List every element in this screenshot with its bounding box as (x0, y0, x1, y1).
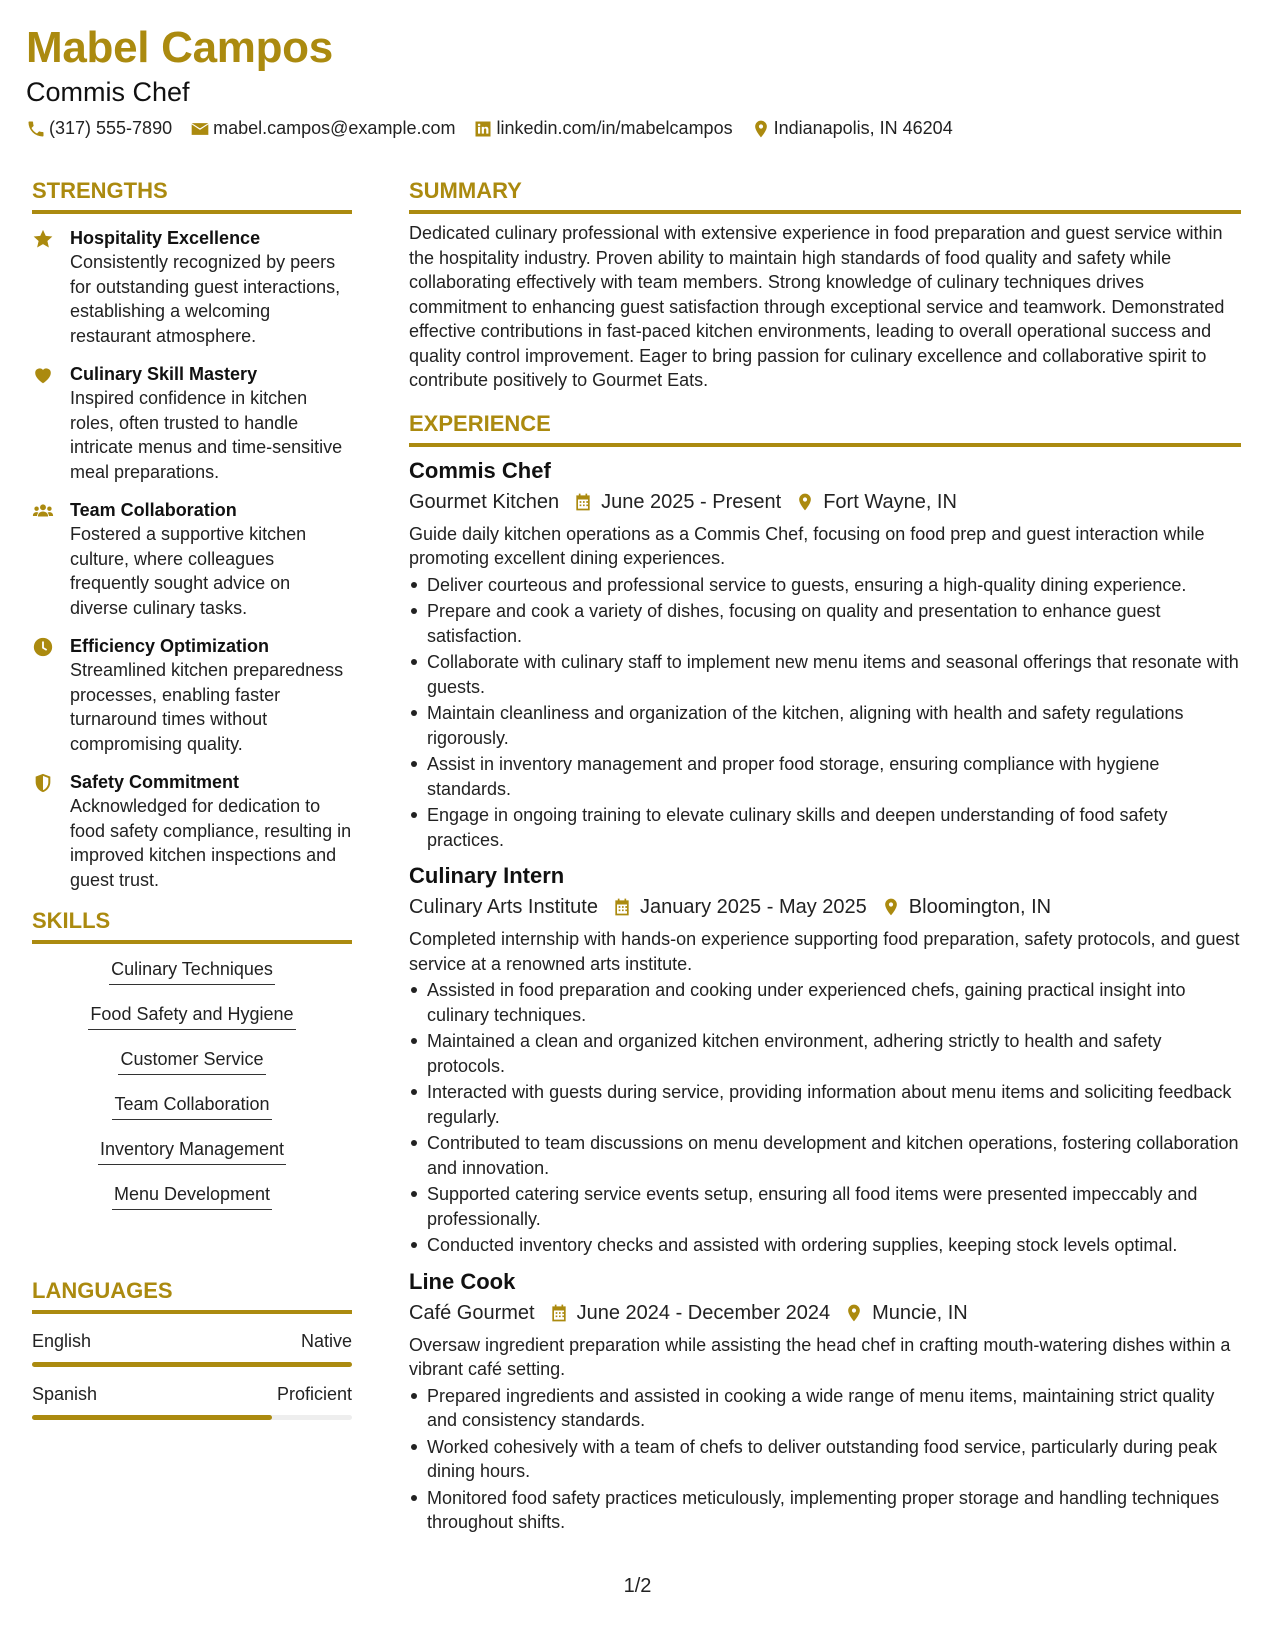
candidate-name: Mabel Campos (26, 23, 333, 72)
strength-description: Fostered a supportive kitchen culture, where colleagues frequently sought advice on diverse culinary tasks. (70, 524, 307, 618)
job-title: Line Cook (409, 1268, 516, 1294)
bullet-item: Worked cohesively with a team of chefs to deliver outstanding food service, particularly during peak dining hours. (409, 1435, 1241, 1484)
shield-icon (32, 772, 54, 794)
calendar-icon (549, 1303, 569, 1323)
skill-tag: Customer Service (118, 1046, 265, 1075)
job-location: Muncie, IN (872, 1301, 968, 1324)
job-bullets (409, 978, 1241, 1258)
job-location: Bloomington, IN (908, 896, 1052, 918)
bullet-item: Prepare and cook a variety of dishes, focusing on quality and presentation to enhance guest satisfaction. (409, 599, 1241, 648)
strength-title: Efficiency Optimization (70, 636, 270, 656)
company-name: Café Gourmet (409, 1301, 535, 1324)
skill-tag: Inventory Management (98, 1136, 286, 1165)
map-pin-icon (844, 1303, 864, 1323)
strength-description: Streamlined kitchen preparedness processes, enabling faster turnaround times without compromising quality. (70, 660, 344, 754)
contact-email[interactable] (190, 118, 455, 139)
bullet-item: Supported catering service events setup, ensuring all food items were presented impeccably and professionally. (409, 1182, 1241, 1231)
skill-tag: Team Collaboration (112, 1091, 271, 1120)
language-level: Proficient (276, 1384, 352, 1404)
company-name: Gourmet Kitchen (409, 490, 560, 513)
skill-tag: Food Safety and Hygiene (88, 1001, 295, 1030)
skill-tag: Culinary Techniques (109, 956, 275, 985)
languages-section (32, 1276, 352, 1420)
skills-section (32, 906, 352, 1226)
job-entry (409, 1268, 1241, 1535)
bullet-item: Interacted with guests during service, providing information about menu items and soliciting feedback regularly. (409, 1080, 1241, 1129)
bullet-item: Contributed to team discussions on menu development and kitchen operations, fostering collaboration and innovation. (409, 1131, 1241, 1180)
bullet-item: Maintain cleanliness and organization of the kitchen, aligning with health and safety regulations rigorously. (409, 701, 1241, 750)
contact-linkedin[interactable] (473, 118, 732, 139)
contact-bar (26, 118, 1246, 139)
map-pin-icon (751, 119, 771, 139)
languages-heading: LANGUAGES (32, 1278, 173, 1303)
strength-item (32, 362, 352, 484)
section-divider (32, 940, 352, 944)
star-icon (32, 228, 54, 250)
bullet-item: Maintained a clean and organized kitchen environment, adhering strictly to health and safety protocols. (409, 1029, 1241, 1078)
bullet-item: Engage in ongoing training to elevate culinary skills and deepen understanding of food safety practices. (409, 803, 1241, 852)
contact-phone[interactable] (26, 118, 172, 139)
location-text: Indianapolis, IN 46204 (773, 118, 953, 138)
section-divider (32, 1310, 352, 1314)
bullet-item: Prepared ingredients and assisted in cooking a wide range of menu items, maintaining strict quality and consistency standards. (409, 1384, 1241, 1433)
section-divider (409, 210, 1241, 214)
job-description: Guide daily kitchen operations as a Commis Chef, focusing on food prep and guest interaction while promoting excellent dining experiences. (409, 523, 1205, 568)
job-title: Culinary Intern (409, 863, 565, 888)
strength-item (32, 226, 352, 348)
strength-item (32, 498, 352, 620)
candidate-title: Commis Chef (26, 77, 190, 107)
bullet-item: Monitored food safety practices meticulously, implementing proper storage and handling techniques throughout shifts. (409, 1486, 1241, 1535)
language-item (32, 1328, 352, 1367)
skills-heading: SKILLS (32, 908, 111, 933)
job-title: Commis Chef (409, 457, 551, 483)
strength-title: Team Collaboration (70, 500, 237, 520)
company-name: Culinary Arts Institute (409, 896, 598, 918)
bullet-item: Assisted in food preparation and cooking under experienced chefs, gaining practical insight into culinary techniques. (409, 978, 1241, 1027)
calendar-icon (612, 897, 632, 917)
bullet-item: Deliver courteous and professional service to guests, ensuring a high-quality dining experience. (409, 573, 1241, 598)
experience-heading: EXPERIENCE (409, 410, 551, 436)
summary-section (409, 176, 1241, 393)
page-number: 1/2 (623, 1575, 652, 1597)
heart-icon (32, 364, 54, 386)
email-text: mabel.campos@example.com (213, 118, 456, 138)
job-dates: January 2025 - May 2025 (639, 896, 867, 918)
strength-title: Safety Commitment (70, 772, 240, 792)
strength-description: Consistently recognized by peers for outstanding guest interactions, establishing a welcoming restaurant atmosphere. (70, 252, 341, 346)
strengths-heading: STRENGTHS (32, 178, 168, 203)
bullet-item: Assist in inventory management and proper food storage, ensuring compliance with hygiene standards. (409, 752, 1241, 801)
envelope-icon (190, 119, 210, 139)
contact-location (751, 118, 953, 139)
language-proficiency-fill (32, 1362, 352, 1367)
job-description: Oversaw ingredient preparation while assisting the head chef in crafting mouth-watering dishes within a vibrant café setting. (409, 1334, 1231, 1379)
strength-description: Acknowledged for dedication to food safety compliance, resulting in improved kitchen inspections and guest trust. (70, 796, 352, 890)
strengths-section (32, 176, 352, 892)
right-column (409, 176, 1241, 1537)
bullet-item: Collaborate with culinary staff to implement new menu items and seasonal offerings that resonate with guests. (409, 650, 1241, 699)
phone-icon (26, 119, 46, 139)
language-proficiency-bar (32, 1362, 352, 1367)
strength-description: Inspired confidence in kitchen roles, often trusted to handle intricate menus and time-sensitive meal preparations. (70, 388, 343, 482)
experience-section (409, 409, 1241, 1535)
strength-title: Hospitality Excellence (70, 228, 261, 248)
section-divider (32, 210, 352, 214)
clock-icon (32, 636, 54, 658)
job-dates: June 2025 - Present (601, 490, 782, 513)
job-bullets (409, 1384, 1241, 1535)
language-name: English (32, 1331, 92, 1351)
strength-title: Culinary Skill Mastery (70, 364, 258, 384)
strength-item (32, 770, 352, 892)
language-proficiency-fill (32, 1415, 272, 1420)
resume-header (26, 22, 1246, 139)
users-icon (32, 500, 54, 522)
language-level: Native (300, 1331, 352, 1351)
job-dates: June 2024 - December 2024 (576, 1301, 831, 1324)
summary-heading: SUMMARY (409, 178, 522, 203)
map-pin-icon (881, 897, 901, 917)
language-name: Spanish (32, 1384, 98, 1404)
section-divider (409, 443, 1241, 447)
job-description: Completed internship with hands-on experience supporting food preparation, safety protocols, and guest service at a renowned arts institute. (409, 929, 1240, 974)
phone-text: (317) 555-7890 (49, 118, 173, 138)
linkedin-text: linkedin.com/in/mabelcampos (496, 118, 733, 138)
job-entry (409, 862, 1241, 1258)
bullet-item: Conducted inventory checks and assisted with ordering supplies, keeping stock levels optimal. (409, 1233, 1241, 1258)
language-item (32, 1381, 352, 1420)
job-location: Fort Wayne, IN (823, 490, 957, 513)
skill-tag: Menu Development (112, 1181, 272, 1210)
calendar-icon (573, 492, 593, 512)
map-pin-icon (795, 492, 815, 512)
summary-text: Dedicated culinary professional with extensive experience in food preparation and guest service within the hospitality industry. Proven ability to maintain high standards of food quality and safety while collaborating effectively with team members. Strong knowledge of culinary techniques drives commitment to enhancing guest satisfaction through exceptional service and teamwork. Demonstrated effective contributions in fast-paced kitchen environments, leading to overall operational success and quality control improvement. Eager to bring passion for culinary excellence and collaborative spirit to contribute positively to Gourmet Eats. (409, 223, 1225, 390)
linkedin-icon (473, 119, 493, 139)
left-column (32, 176, 352, 1420)
strength-item (32, 634, 352, 756)
job-entry (409, 457, 1241, 853)
job-bullets (409, 573, 1241, 853)
language-proficiency-bar (32, 1415, 352, 1420)
